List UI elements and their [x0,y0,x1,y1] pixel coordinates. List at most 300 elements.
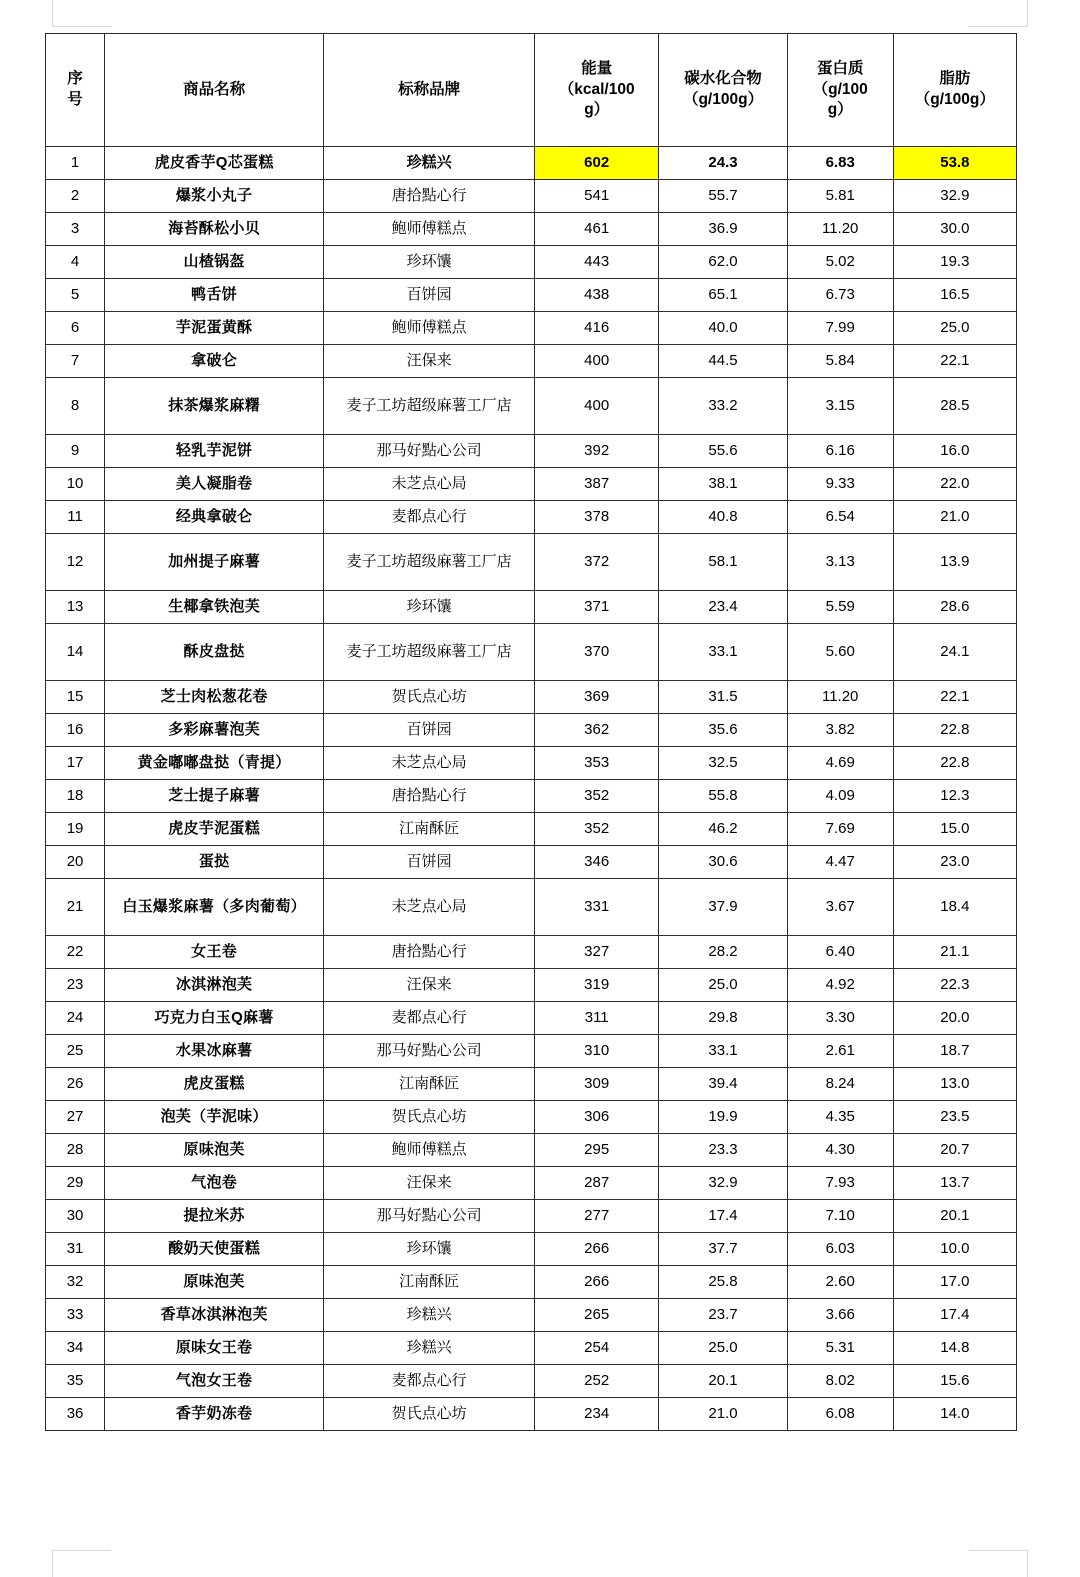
cell-product-name: 多彩麻薯泡芙 [105,714,324,747]
cell-energy: 371 [535,591,659,624]
cell-brand: 汪保来 [324,1167,535,1200]
cell-protein: 4.35 [787,1101,893,1134]
cell-carbohydrate: 46.2 [659,813,787,846]
cell-product-name: 原味泡芙 [105,1134,324,1167]
cell-product-name: 经典拿破仑 [105,501,324,534]
cell-energy: 234 [535,1398,659,1431]
cell-product-name: 芝士提子麻薯 [105,780,324,813]
cell-fat: 24.1 [893,624,1016,681]
cell-fat: 17.0 [893,1266,1016,1299]
cell-product-name: 原味女王卷 [105,1332,324,1365]
cell-fat: 14.8 [893,1332,1016,1365]
cell-brand: 鲍师傅糕点 [324,213,535,246]
table-row [46,1101,1017,1134]
cell-fat: 13.9 [893,534,1016,591]
cell-fat: 13.0 [893,1068,1016,1101]
cell-product-name: 气泡卷 [105,1167,324,1200]
cell-carbohydrate: 65.1 [659,279,787,312]
cell-fat: 53.8 [893,147,1016,180]
cell-product-name: 海苔酥松小贝 [105,213,324,246]
cell-fat: 16.0 [893,435,1016,468]
cell-brand: 珍环馕 [324,591,535,624]
nutrition-table-container [45,33,1017,1431]
cell-energy: 369 [535,681,659,714]
cell-energy: 295 [535,1134,659,1167]
table-row [46,1035,1017,1068]
cell-energy: 378 [535,501,659,534]
cell-index: 10 [46,468,105,501]
cell-fat: 32.9 [893,180,1016,213]
cell-index: 17 [46,747,105,780]
cell-index: 18 [46,780,105,813]
cell-energy: 252 [535,1365,659,1398]
cell-protein: 11.20 [787,213,893,246]
table-row [46,345,1017,378]
cell-energy: 319 [535,969,659,1002]
column-header-energy-line1: 能量 [581,59,613,77]
cell-product-name: 加州提子麻薯 [105,534,324,591]
table-row [46,1233,1017,1266]
cell-carbohydrate: 20.1 [659,1365,787,1398]
cell-fat: 28.6 [893,591,1016,624]
table-row [46,246,1017,279]
table-row [46,468,1017,501]
table-row [46,879,1017,936]
cell-brand: 汪保来 [324,345,535,378]
table-row [46,1365,1017,1398]
cell-carbohydrate: 32.5 [659,747,787,780]
cell-brand: 未芝点心局 [324,468,535,501]
column-header-fat-line2: （g/100g） [914,91,995,108]
cell-energy: 331 [535,879,659,936]
cell-protein: 2.61 [787,1035,893,1068]
cell-index: 1 [46,147,105,180]
column-header-carbohydrate-line2: （g/100g） [682,91,764,108]
cell-fat: 18.7 [893,1035,1016,1068]
cell-energy: 306 [535,1101,659,1134]
cell-product-name: 芝士肉松葱花卷 [105,681,324,714]
cell-energy: 602 [535,147,659,180]
cell-energy: 387 [535,468,659,501]
cell-fat: 23.5 [893,1101,1016,1134]
cell-carbohydrate: 55.6 [659,435,787,468]
cell-carbohydrate: 19.9 [659,1101,787,1134]
cell-energy: 392 [535,435,659,468]
cell-index: 33 [46,1299,105,1332]
cell-fat: 30.0 [893,213,1016,246]
cell-index: 12 [46,534,105,591]
cell-fat: 22.8 [893,747,1016,780]
cell-protein: 3.15 [787,378,893,435]
cell-brand: 珍糕兴 [324,147,535,180]
cell-index: 27 [46,1101,105,1134]
cell-product-name: 原味泡芙 [105,1266,324,1299]
cell-energy: 362 [535,714,659,747]
cell-carbohydrate: 28.2 [659,936,787,969]
cell-product-name: 提拉米苏 [105,1200,324,1233]
cell-fat: 14.0 [893,1398,1016,1431]
table-header [46,34,1017,147]
column-header-energy-line2: （kcal/100 [558,80,635,98]
cell-protein: 5.59 [787,591,893,624]
cell-brand: 麦子工坊超级麻薯工厂店 [324,624,535,681]
cell-product-name: 冰淇淋泡芙 [105,969,324,1002]
cell-index: 8 [46,378,105,435]
table-row [46,1167,1017,1200]
cell-energy: 287 [535,1167,659,1200]
cell-product-name: 生椰拿铁泡芙 [105,591,324,624]
table-row [46,1398,1017,1431]
cell-index: 31 [46,1233,105,1266]
cell-energy: 438 [535,279,659,312]
cell-brand: 未芝点心局 [324,879,535,936]
cell-protein: 5.84 [787,345,893,378]
cell-carbohydrate: 40.0 [659,312,787,345]
cell-product-name: 巧克力白玉Q麻薯 [105,1002,324,1035]
table-row [46,969,1017,1002]
cell-protein: 3.82 [787,714,893,747]
cell-product-name: 山楂锅盔 [105,246,324,279]
cell-brand: 珍糕兴 [324,1332,535,1365]
table-row [46,591,1017,624]
cell-protein: 7.93 [787,1167,893,1200]
cell-fat: 18.4 [893,879,1016,936]
cell-energy: 370 [535,624,659,681]
cell-index: 34 [46,1332,105,1365]
cell-energy: 461 [535,213,659,246]
cell-protein: 7.10 [787,1200,893,1233]
cell-brand: 唐拾點心行 [324,936,535,969]
cell-carbohydrate: 23.7 [659,1299,787,1332]
cell-product-name: 女王卷 [105,936,324,969]
cell-index: 36 [46,1398,105,1431]
cell-energy: 346 [535,846,659,879]
cell-energy: 254 [535,1332,659,1365]
cell-index: 13 [46,591,105,624]
cell-energy: 327 [535,936,659,969]
cell-product-name: 轻乳芋泥饼 [105,435,324,468]
cell-index: 15 [46,681,105,714]
cell-protein: 3.66 [787,1299,893,1332]
cell-carbohydrate: 21.0 [659,1398,787,1431]
cell-protein: 5.60 [787,624,893,681]
cell-index: 32 [46,1266,105,1299]
table-row [46,813,1017,846]
cell-brand: 贺氏点心坊 [324,1101,535,1134]
cell-energy: 266 [535,1233,659,1266]
cell-product-name: 抹茶爆浆麻糬 [105,378,324,435]
cell-brand: 那马好點心公司 [324,435,535,468]
cell-product-name: 气泡女王卷 [105,1365,324,1398]
cell-fat: 10.0 [893,1233,1016,1266]
cell-fat: 13.7 [893,1167,1016,1200]
cell-carbohydrate: 40.8 [659,501,787,534]
column-header-protein-line1: 蛋白质 [816,59,864,77]
cell-protein: 6.08 [787,1398,893,1431]
cell-index: 16 [46,714,105,747]
cell-product-name: 香芋奶冻卷 [105,1398,324,1431]
cell-protein: 8.24 [787,1068,893,1101]
cell-protein: 6.03 [787,1233,893,1266]
cell-index: 9 [46,435,105,468]
table-row [46,312,1017,345]
cell-carbohydrate: 33.2 [659,378,787,435]
table-row [46,846,1017,879]
cell-brand: 麦都点心行 [324,1002,535,1035]
cell-carbohydrate: 29.8 [659,1002,787,1035]
cell-carbohydrate: 23.4 [659,591,787,624]
cell-carbohydrate: 25.0 [659,969,787,1002]
cell-energy: 311 [535,1002,659,1035]
cell-index: 11 [46,501,105,534]
cell-energy: 416 [535,312,659,345]
cell-index: 3 [46,213,105,246]
cell-protein: 7.69 [787,813,893,846]
cell-carbohydrate: 33.1 [659,1035,787,1068]
column-header-carbohydrate-line1: 碳水化合物 [684,70,762,88]
cell-product-name: 香草冰淇淋泡芙 [105,1299,324,1332]
column-header-fat-line1: 脂肪 [939,70,971,88]
cell-index: 14 [46,624,105,681]
cell-protein: 4.69 [787,747,893,780]
cell-index: 23 [46,969,105,1002]
cell-product-name: 黄金嘟嘟盘挞（青提） [105,747,324,780]
cell-fat: 22.3 [893,969,1016,1002]
cell-fat: 15.6 [893,1365,1016,1398]
cell-fat: 17.4 [893,1299,1016,1332]
cell-protein: 6.73 [787,279,893,312]
cell-energy: 265 [535,1299,659,1332]
cell-brand: 贺氏点心坊 [324,1398,535,1431]
cell-product-name: 酸奶天使蛋糕 [105,1233,324,1266]
cell-fat: 12.3 [893,780,1016,813]
cell-energy: 309 [535,1068,659,1101]
column-header-protein-line2: （g/100 [812,80,868,98]
column-header-brand: 标称品牌 [324,34,535,147]
column-header-protein-line3: g） [827,101,853,119]
table-row [46,1200,1017,1233]
cell-carbohydrate: 17.4 [659,1200,787,1233]
cell-brand: 江南酥匠 [324,1266,535,1299]
cell-index: 30 [46,1200,105,1233]
table-row [46,378,1017,435]
cell-index: 5 [46,279,105,312]
cell-index: 21 [46,879,105,936]
table-row [46,624,1017,681]
cell-fat: 20.0 [893,1002,1016,1035]
cell-protein: 4.30 [787,1134,893,1167]
cell-protein: 2.60 [787,1266,893,1299]
nutrition-table [45,33,1017,1431]
table-row [46,1266,1017,1299]
cell-fat: 16.5 [893,279,1016,312]
column-header-index-line2: 号 [67,91,83,108]
cell-protein: 7.99 [787,312,893,345]
cell-index: 7 [46,345,105,378]
table-row [46,780,1017,813]
table-row [46,147,1017,180]
cell-protein: 4.92 [787,969,893,1002]
cell-carbohydrate: 32.9 [659,1167,787,1200]
cell-protein: 11.20 [787,681,893,714]
cell-index: 29 [46,1167,105,1200]
page-corner-mark-top-right [969,0,1028,27]
cell-brand: 汪保来 [324,969,535,1002]
column-header-carbohydrate [659,34,787,147]
table-row [46,279,1017,312]
cell-brand: 麦都点心行 [324,1365,535,1398]
table-row [46,435,1017,468]
cell-brand: 百饼园 [324,279,535,312]
table-row [46,714,1017,747]
cell-fat: 22.1 [893,345,1016,378]
cell-index: 35 [46,1365,105,1398]
cell-product-name: 泡芙（芋泥味） [105,1101,324,1134]
cell-brand: 唐拾點心行 [324,180,535,213]
cell-brand: 那马好點心公司 [324,1200,535,1233]
cell-fat: 28.5 [893,378,1016,435]
cell-brand: 那马好點心公司 [324,1035,535,1068]
cell-carbohydrate: 62.0 [659,246,787,279]
cell-index: 22 [46,936,105,969]
cell-energy: 443 [535,246,659,279]
cell-carbohydrate: 33.1 [659,624,787,681]
cell-fat: 21.1 [893,936,1016,969]
cell-fat: 20.7 [893,1134,1016,1167]
cell-brand: 珍环馕 [324,1233,535,1266]
column-header-index [46,34,105,147]
table-row [46,1299,1017,1332]
cell-index: 6 [46,312,105,345]
cell-energy: 352 [535,813,659,846]
cell-product-name: 虎皮芋泥蛋糕 [105,813,324,846]
cell-brand: 珍环馕 [324,246,535,279]
cell-product-name: 美人凝脂卷 [105,468,324,501]
cell-carbohydrate: 24.3 [659,147,787,180]
cell-protein: 6.54 [787,501,893,534]
cell-carbohydrate: 36.9 [659,213,787,246]
cell-protein: 6.40 [787,936,893,969]
cell-fat: 22.0 [893,468,1016,501]
cell-brand: 唐拾點心行 [324,780,535,813]
cell-fat: 23.0 [893,846,1016,879]
cell-protein: 6.83 [787,147,893,180]
cell-index: 19 [46,813,105,846]
cell-brand: 百饼园 [324,714,535,747]
cell-product-name: 鸭舌饼 [105,279,324,312]
cell-protein: 5.31 [787,1332,893,1365]
cell-index: 26 [46,1068,105,1101]
cell-carbohydrate: 37.9 [659,879,787,936]
cell-energy: 541 [535,180,659,213]
cell-carbohydrate: 23.3 [659,1134,787,1167]
cell-carbohydrate: 37.7 [659,1233,787,1266]
cell-carbohydrate: 38.1 [659,468,787,501]
cell-index: 24 [46,1002,105,1035]
cell-fat: 25.0 [893,312,1016,345]
cell-brand: 未芝点心局 [324,747,535,780]
table-row [46,213,1017,246]
page-corner-mark-bottom-right [969,1550,1028,1577]
cell-product-name: 蛋挞 [105,846,324,879]
column-header-index-line1: 序 [67,70,83,88]
cell-product-name: 芋泥蛋黄酥 [105,312,324,345]
cell-protein: 5.02 [787,246,893,279]
cell-fat: 15.0 [893,813,1016,846]
cell-brand: 麦都点心行 [324,501,535,534]
cell-carbohydrate: 58.1 [659,534,787,591]
column-header-protein [787,34,893,147]
cell-brand: 鲍师傅糕点 [324,1134,535,1167]
cell-protein: 5.81 [787,180,893,213]
cell-brand: 鲍师傅糕点 [324,312,535,345]
cell-fat: 22.8 [893,714,1016,747]
cell-carbohydrate: 25.0 [659,1332,787,1365]
cell-energy: 310 [535,1035,659,1068]
cell-energy: 372 [535,534,659,591]
cell-fat: 19.3 [893,246,1016,279]
cell-protein: 8.02 [787,1365,893,1398]
cell-product-name: 虎皮蛋糕 [105,1068,324,1101]
cell-brand: 贺氏点心坊 [324,681,535,714]
cell-product-name: 酥皮盘挞 [105,624,324,681]
table-row [46,501,1017,534]
cell-protein: 3.30 [787,1002,893,1035]
cell-brand: 麦子工坊超级麻薯工厂店 [324,534,535,591]
cell-index: 20 [46,846,105,879]
column-header-product-name: 商品名称 [105,34,324,147]
cell-carbohydrate: 55.8 [659,780,787,813]
table-row [46,936,1017,969]
cell-fat: 22.1 [893,681,1016,714]
cell-brand: 珍糕兴 [324,1299,535,1332]
table-row [46,1002,1017,1035]
cell-energy: 353 [535,747,659,780]
cell-brand: 江南酥匠 [324,813,535,846]
cell-product-name: 白玉爆浆麻薯（多肉葡萄） [105,879,324,936]
cell-protein: 4.09 [787,780,893,813]
cell-brand: 百饼园 [324,846,535,879]
cell-carbohydrate: 30.6 [659,846,787,879]
cell-product-name: 水果冰麻薯 [105,1035,324,1068]
column-header-fat [893,34,1016,147]
table-row [46,1068,1017,1101]
cell-energy: 400 [535,378,659,435]
table-row [46,1134,1017,1167]
cell-brand: 江南酥匠 [324,1068,535,1101]
cell-protein: 3.13 [787,534,893,591]
cell-carbohydrate: 55.7 [659,180,787,213]
cell-product-name: 爆浆小丸子 [105,180,324,213]
cell-index: 4 [46,246,105,279]
cell-protein: 4.47 [787,846,893,879]
table-header-row [46,34,1017,147]
cell-protein: 9.33 [787,468,893,501]
page-corner-mark-bottom-left [52,1550,111,1577]
column-header-energy [535,34,659,147]
cell-product-name: 虎皮香芋Q芯蛋糕 [105,147,324,180]
cell-product-name: 拿破仑 [105,345,324,378]
cell-index: 2 [46,180,105,213]
cell-energy: 266 [535,1266,659,1299]
cell-index: 28 [46,1134,105,1167]
cell-fat: 20.1 [893,1200,1016,1233]
cell-fat: 21.0 [893,501,1016,534]
table-row [46,681,1017,714]
cell-energy: 352 [535,780,659,813]
cell-carbohydrate: 31.5 [659,681,787,714]
table-body [46,147,1017,1431]
